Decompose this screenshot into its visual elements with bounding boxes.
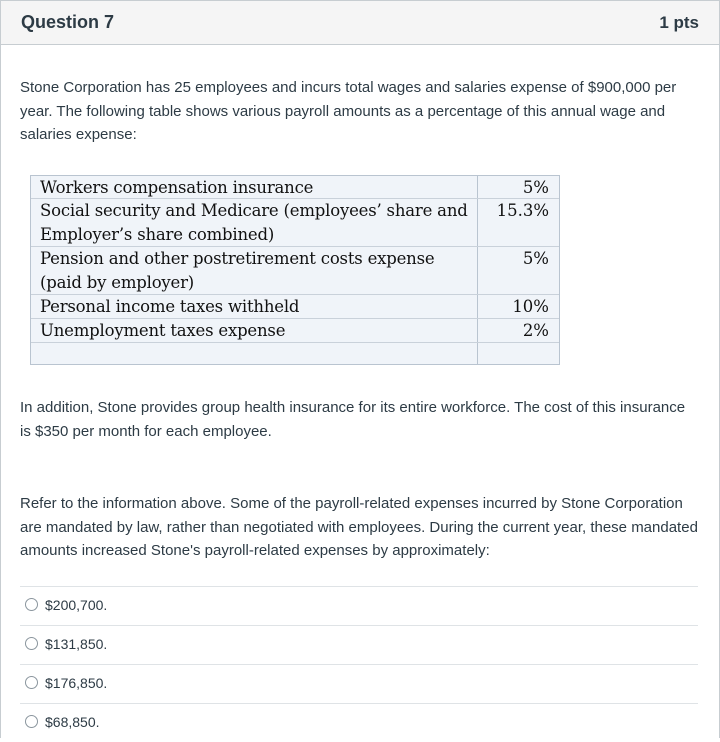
- answer-option[interactable]: [20, 664, 698, 703]
- payroll-table: [30, 175, 560, 365]
- radio-button[interactable]: [25, 715, 38, 728]
- answer-label[interactable]: $131,850.: [45, 636, 108, 652]
- answer-label[interactable]: $176,850.: [45, 675, 108, 691]
- answer-option[interactable]: [20, 625, 698, 664]
- question-title: Question 7: [21, 12, 115, 32]
- table-row-value: 2%: [522, 321, 549, 340]
- table-row-value: 10%: [512, 297, 549, 316]
- radio-button[interactable]: [25, 676, 38, 689]
- table-row-label: Personal income taxes withheld: [40, 297, 300, 316]
- table-row-value: 5%: [522, 249, 549, 268]
- table-row-value: 15.3%: [496, 201, 549, 220]
- prompt-text: Refer to the information above. Some of the payroll-related expenses incurred by Stone Corporation are mandated by law, rather than negotiated with employees. During the current year, these mandated amounts increased Stone's payroll-related expenses by approximately:: [20, 495, 698, 559]
- answer-label[interactable]: $68,850.: [45, 714, 100, 730]
- radio-button[interactable]: [25, 637, 38, 650]
- addition-text: In addition, Stone provides group health insurance for its entire workforce. The cost of this insurance is $350 per month for each employee.: [20, 399, 686, 440]
- table-row-label: Unemployment taxes expense: [40, 321, 286, 340]
- intro-text: Stone Corporation has 25 employees and incurs total wages and salaries expense of $900,000 per year. The following table shows various payroll amounts as a percentage of this annual wage and salaries expense:: [20, 79, 677, 143]
- answer-option[interactable]: [20, 703, 698, 742]
- table-row-label: Social security and Medicare (employees’ share and Employer’s share combined): [40, 201, 468, 244]
- table-row-label: Pension and other postretirement costs expense (paid by employer): [40, 249, 435, 292]
- radio-button[interactable]: [25, 598, 38, 611]
- question-points: 1 pts: [659, 13, 699, 32]
- table-row-value: 5%: [522, 178, 549, 197]
- question-header: [1, 1, 719, 45]
- answer-option[interactable]: [20, 586, 698, 625]
- answer-list: [20, 586, 698, 742]
- table-row-label: Workers compensation insurance: [40, 178, 314, 197]
- answer-label[interactable]: $200,700.: [45, 597, 108, 613]
